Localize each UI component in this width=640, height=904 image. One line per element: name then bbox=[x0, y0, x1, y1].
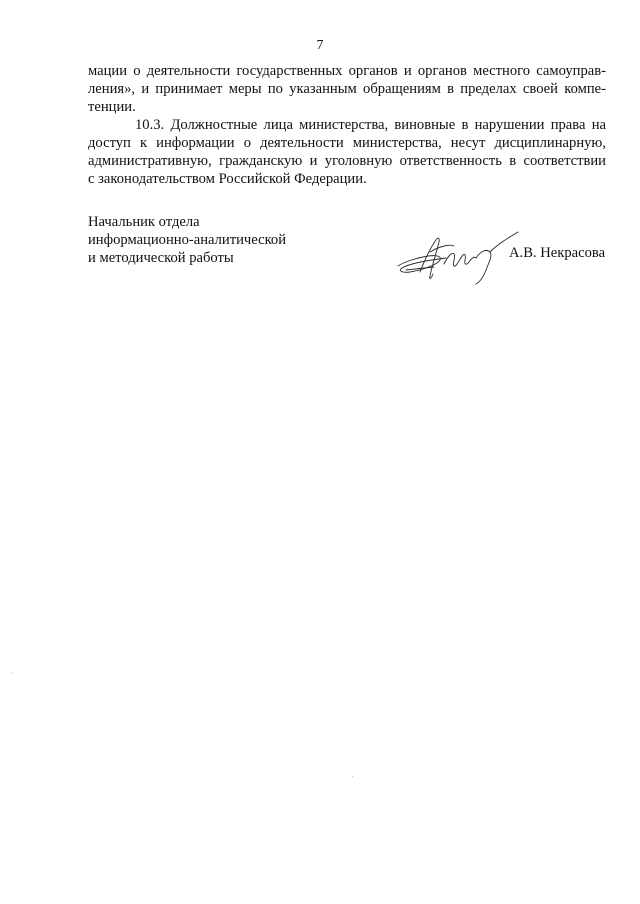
scan-speck bbox=[12, 672, 13, 673]
text-line: 10.3. Должностные лица министерства, виновные в нарушении права на bbox=[135, 117, 606, 133]
text-line: доступ к информации о деятельности министерства, несут дисциплинарную, bbox=[88, 135, 606, 151]
signer-name: А.В. Некрасова bbox=[509, 245, 606, 261]
paragraph-10-3 bbox=[88, 116, 606, 188]
position-line: Начальник отдела bbox=[88, 214, 200, 230]
text-line: мации о деятельности государственных органов и органов местного самоуправ- bbox=[88, 63, 606, 79]
text-line: административную, гражданскую и уголовную ответственность в соответствии bbox=[88, 153, 606, 169]
page-number: 7 bbox=[316, 38, 324, 53]
scan-speck bbox=[352, 776, 353, 777]
text-line: тенции. bbox=[88, 99, 136, 115]
text-line: с законодательством Российской Федерации. bbox=[88, 171, 367, 187]
position-line: и методической работы bbox=[88, 250, 234, 266]
continuation-paragraph bbox=[88, 62, 606, 116]
document-body bbox=[88, 62, 606, 188]
text-line: ления», и принимает меры по указанным обращениям в пределах своей компе- bbox=[88, 81, 606, 97]
position-line: информационно-аналитической bbox=[88, 232, 287, 248]
